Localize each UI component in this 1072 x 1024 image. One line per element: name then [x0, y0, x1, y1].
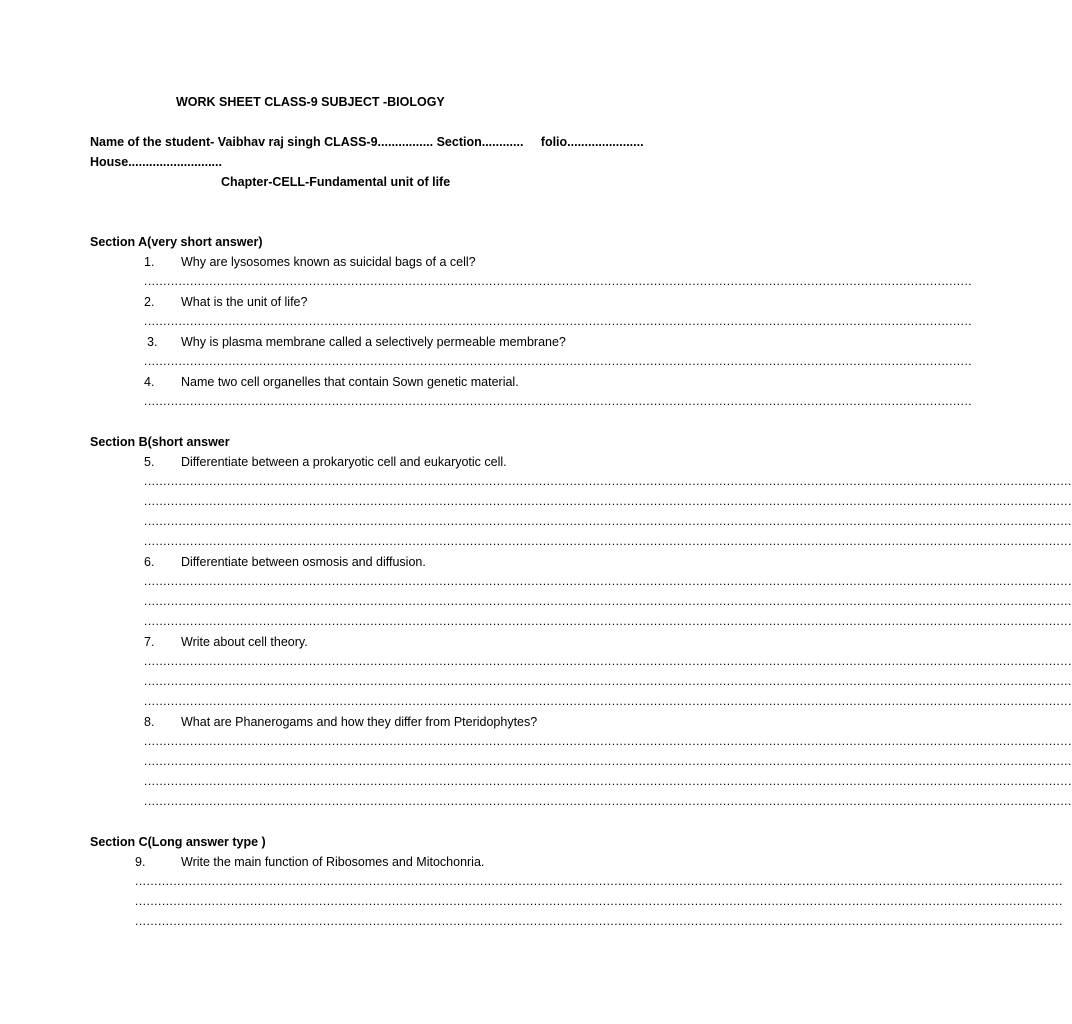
answer-line[interactable]: ..................................................................................................................................................................................................................................................: [144, 734, 1072, 748]
answer-line[interactable]: ..................................................................................................................................................................................................................................................: [144, 754, 1072, 768]
student-info-line: Name of the student- Vaibhav raj singh CLASS-9................ Section............ folio......................: [90, 135, 644, 149]
house-line: House...........................: [90, 155, 222, 169]
section-b-heading: Section B(short answer: [90, 435, 230, 449]
question-number: 3.: [147, 335, 158, 349]
question-number: 5.: [144, 455, 155, 469]
section-c-heading: Section C(Long answer type ): [90, 835, 266, 849]
question-number: 2.: [144, 295, 155, 309]
question-number: 1.: [144, 255, 155, 269]
answer-line[interactable]: ..................................................................................................................................................................................................................................................: [144, 494, 1072, 508]
question-number: 4.: [144, 375, 155, 389]
answer-line[interactable]: ..................................................................................................................................................................................................................................................: [135, 894, 1063, 908]
answer-line[interactable]: ..................................................................................................................................................................................................................................................: [144, 594, 1072, 608]
answer-line[interactable]: ..................................................................................................................................................................................................................................................: [144, 574, 1072, 588]
worksheet-title: WORK SHEET CLASS-9 SUBJECT -BIOLOGY: [176, 95, 445, 109]
answer-line[interactable]: ..................................................................................................................................................................................................................................................: [144, 474, 1072, 488]
answer-line[interactable]: ........................................................................................................................................................................................................................: [144, 314, 973, 328]
question-text: Write the main function of Ribosomes and Mitochonria.: [181, 855, 485, 869]
answer-line[interactable]: ........................................................................................................................................................................................................................: [144, 274, 973, 288]
question-text: Differentiate between a prokaryotic cell and eukaryotic cell.: [181, 455, 507, 469]
answer-line[interactable]: ..................................................................................................................................................................................................................................................: [135, 874, 1063, 888]
question-number: 9.: [135, 855, 146, 869]
question-number: 8.: [144, 715, 155, 729]
answer-line[interactable]: ..................................................................................................................................................................................................................................................: [144, 694, 1072, 708]
answer-line[interactable]: ..................................................................................................................................................................................................................................................: [144, 654, 1072, 668]
answer-line[interactable]: ..................................................................................................................................................................................................................................................: [144, 514, 1072, 528]
question-number: 6.: [144, 555, 155, 569]
question-text: What are Phanerogams and how they differ from Pteridophytes?: [181, 715, 538, 729]
answer-line[interactable]: ........................................................................................................................................................................................................................: [144, 394, 973, 408]
answer-line[interactable]: ..................................................................................................................................................................................................................................................: [144, 774, 1072, 788]
answer-line[interactable]: ..................................................................................................................................................................................................................................................: [144, 534, 1072, 548]
question-text: What is the unit of life?: [181, 295, 308, 309]
question-text: Differentiate between osmosis and diffusion.: [181, 555, 426, 569]
question-text: Name two cell organelles that contain Sown genetic material.: [181, 375, 519, 389]
answer-line[interactable]: ..................................................................................................................................................................................................................................................: [144, 794, 1072, 808]
answer-line[interactable]: ..................................................................................................................................................................................................................................................: [144, 614, 1072, 628]
answer-line[interactable]: ..................................................................................................................................................................................................................................................: [144, 674, 1072, 688]
question-text: Why are lysosomes known as suicidal bags of a cell?: [181, 255, 476, 269]
chapter-title: Chapter-CELL-Fundamental unit of life: [221, 175, 451, 189]
answer-line[interactable]: ........................................................................................................................................................................................................................: [144, 354, 973, 368]
question-text: Write about cell theory.: [181, 635, 308, 649]
question-text: Why is plasma membrane called a selectively permeable membrane?: [181, 335, 566, 349]
section-a-heading: Section A(very short answer): [90, 235, 263, 249]
answer-line[interactable]: ..................................................................................................................................................................................................................................................: [135, 914, 1063, 928]
question-number: 7.: [144, 635, 155, 649]
